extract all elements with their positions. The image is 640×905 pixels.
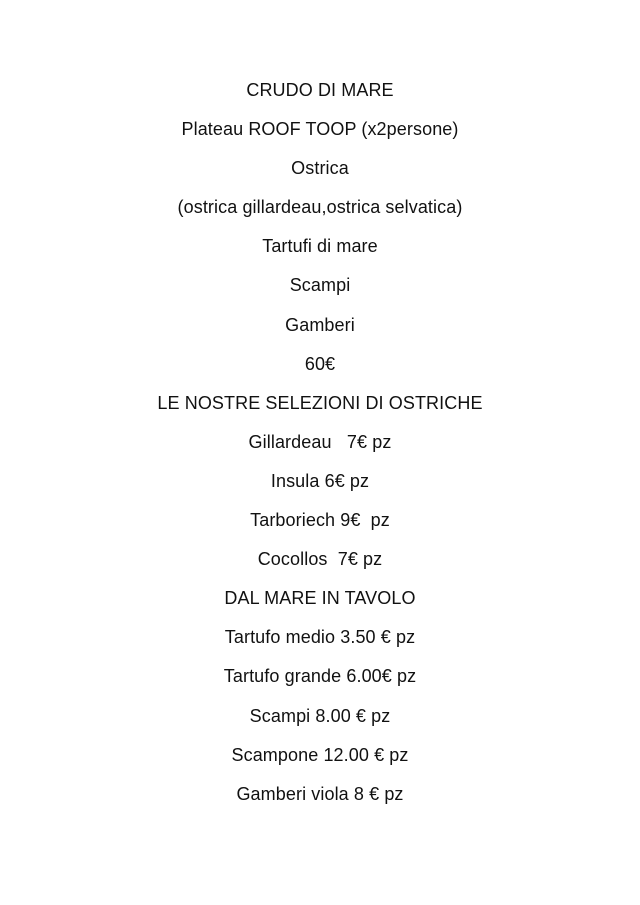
section-heading-selezioni-ostriche: LE NOSTRE SELEZIONI DI OSTRICHE: [157, 392, 483, 413]
menu-item-gamberi: Gamberi: [285, 314, 355, 335]
menu-item-tartufo-grande: Tartufo grande 6.00€ pz: [223, 666, 417, 687]
menu-item-cocollos: Cocollos 7€ pz: [257, 549, 383, 570]
plateau-price: 60€: [304, 353, 336, 374]
menu-item-scampone: Scampone 12.00 € pz: [231, 744, 409, 765]
menu-item-gamberi-viola: Gamberi viola 8 € pz: [236, 783, 404, 804]
menu-item-gillardeau: Gillardeau 7€ pz: [248, 431, 392, 452]
menu-item-scampi: Scampi: [289, 275, 351, 296]
menu-item-ostrica-detail: (ostrica gillardeau,ostrica selvatica): [177, 197, 463, 218]
menu-item-tartufi-di-mare: Tartufi di mare: [262, 236, 378, 257]
section-heading-dal-mare: DAL MARE IN TAVOLO: [224, 588, 416, 609]
menu-item-insula: Insula 6€ pz: [270, 470, 370, 491]
menu-item-ostrica: Ostrica: [291, 158, 349, 179]
section-heading-crudo-di-mare: CRUDO DI MARE: [246, 80, 394, 100]
menu-item-tarboriech: Tarboriech 9€ pz: [250, 510, 390, 531]
menu-item-tartufo-medio: Tartufo medio 3.50 € pz: [224, 627, 416, 648]
menu-item-scampi-price: Scampi 8.00 € pz: [249, 705, 391, 726]
menu-list: [0, 76, 640, 819]
menu-item-plateau: Plateau ROOF TOOP (x2persone): [181, 119, 459, 140]
